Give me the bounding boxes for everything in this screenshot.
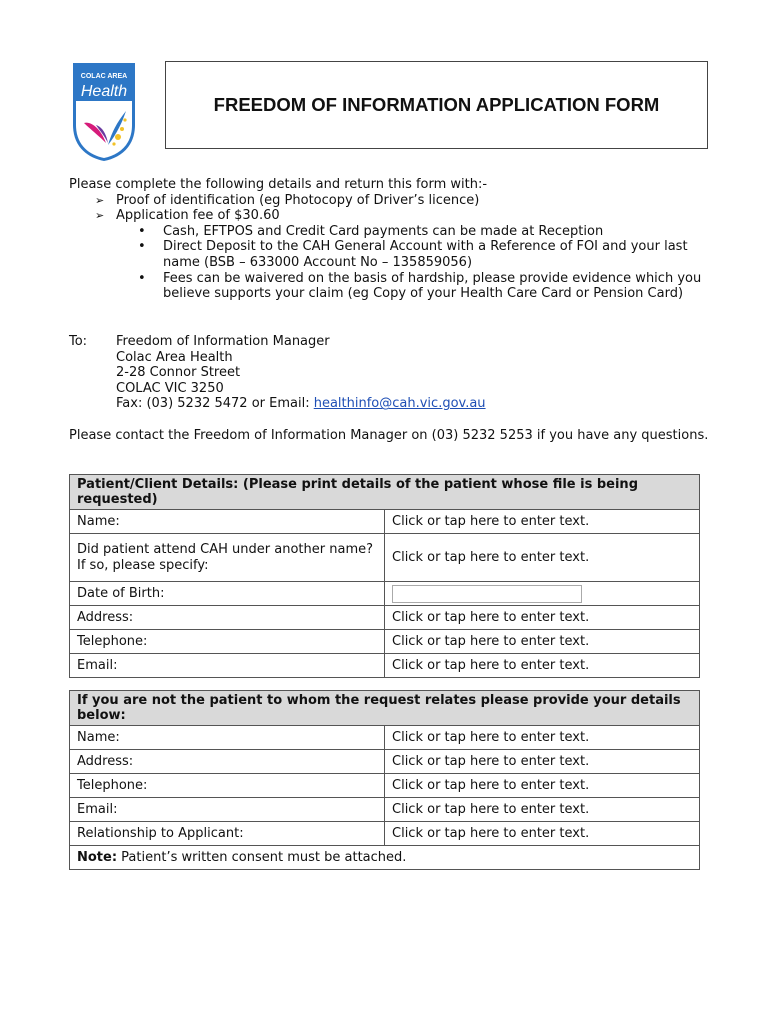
field-label: Name: [70,726,385,750]
requirements-list [69,193,709,224]
fax-email-line: Fax: (03) 5232 5472 or Email: healthinfo@cah.vic.gov.au [116,396,486,412]
field-label: Date of Birth: [70,582,385,606]
field-label: Email: [70,654,385,678]
table-row [70,510,700,534]
table-row [70,534,700,582]
date-of-birth-input[interactable] [392,585,582,603]
bullet-icon: • [138,239,146,255]
table-row [70,726,700,750]
field-label: Telephone: [70,774,385,798]
patient-name-field[interactable]: Click or tap here to enter text. [385,510,700,534]
table-row [70,846,700,870]
form-title: FREEDOM OF INFORMATION APPLICATION FORM [213,94,660,115]
other-name-field[interactable]: Click or tap here to enter text. [385,534,700,582]
table-row [70,798,700,822]
logo-line2: Health [80,83,128,100]
arrow-bullet-icon: ➢ [95,193,105,207]
arrow-bullet-icon: ➢ [95,209,105,223]
contact-text: Please contact the Freedom of Information Manager on (03) 5232 5253 if you have any questions. [69,428,709,443]
payment-options-list [69,224,709,302]
patient-telephone-field[interactable]: Click or tap here to enter text. [385,630,700,654]
date-of-birth-cell [385,582,700,606]
to-label: To: [69,334,88,349]
field-label: Did patient attend CAH under another name? If so, please specify: [70,534,385,582]
applicant-name-field[interactable]: Click or tap here to enter text. [385,726,700,750]
table-row [70,750,700,774]
instructions-lead: Please complete the following details and return this form with:- [69,177,488,192]
patient-email-field[interactable]: Click or tap here to enter text. [385,654,700,678]
address-line: Freedom of Information Manager [116,334,330,349]
list-item: ➢ Proof of identification (eg Photocopy of Driver’s licence) [95,192,480,208]
logo-line1: COLAC AREA [80,73,128,80]
note-label: Note: [77,849,118,865]
email-link[interactable]: healthinfo@cah.vic.gov.au [313,396,486,412]
list-item: • Direct Deposit to the CAH General Account with a Reference of FOI and your last name (BSB – 633000 Account No – 135859056) [138,239,688,270]
applicant-address-field[interactable]: Click or tap here to enter text. [385,750,700,774]
note-text: Patient’s written consent must be attached. [117,849,407,865]
table-row [70,822,700,846]
address-line: Colac Area Health [116,349,233,365]
consent-note [70,846,700,870]
applicant-table-header: If you are not the patient to whom the request relates please provide your details below: [70,691,700,726]
applicant-email-field[interactable]: Click or tap here to enter text. [385,798,700,822]
list-item: • Fees can be waivered on the basis of hardship, please provide evidence which you believe supports your claim (eg Copy of your Health Care Card or Pension Card) [138,270,702,302]
field-label: Address: [70,750,385,774]
bullet-icon: • [138,270,146,286]
patient-details-table [69,474,700,678]
relationship-field[interactable]: Click or tap here to enter text. [385,822,700,846]
list-item: ➢ Application fee of $30.60 [95,208,280,224]
applicant-details-table [69,690,700,870]
field-label: Address: [70,606,385,630]
field-label: Relationship to Applicant: [70,822,385,846]
patient-address-field[interactable]: Click or tap here to enter text. [385,606,700,630]
address-line: 2-28 Connor Street [116,365,241,381]
table-row [70,582,700,606]
address-line: COLAC VIC 3250 [116,380,224,396]
title-box [165,61,708,149]
table-row [70,606,700,630]
patient-table-header: Patient/Client Details: (Please print details of the patient whose file is being requested) [70,475,700,510]
list-item: • Cash, EFTPOS and Credit Card payments can be made at Reception [138,223,604,239]
table-row [70,654,700,678]
field-label: Name: [70,510,385,534]
table-row [70,630,700,654]
table-row [70,774,700,798]
mailing-address [69,334,709,412]
colac-area-health-logo [70,61,138,162]
field-label: Telephone: [70,630,385,654]
instructions [69,177,709,302]
field-label: Email: [70,798,385,822]
bullet-icon: • [138,223,146,239]
applicant-telephone-field[interactable]: Click or tap here to enter text. [385,774,700,798]
